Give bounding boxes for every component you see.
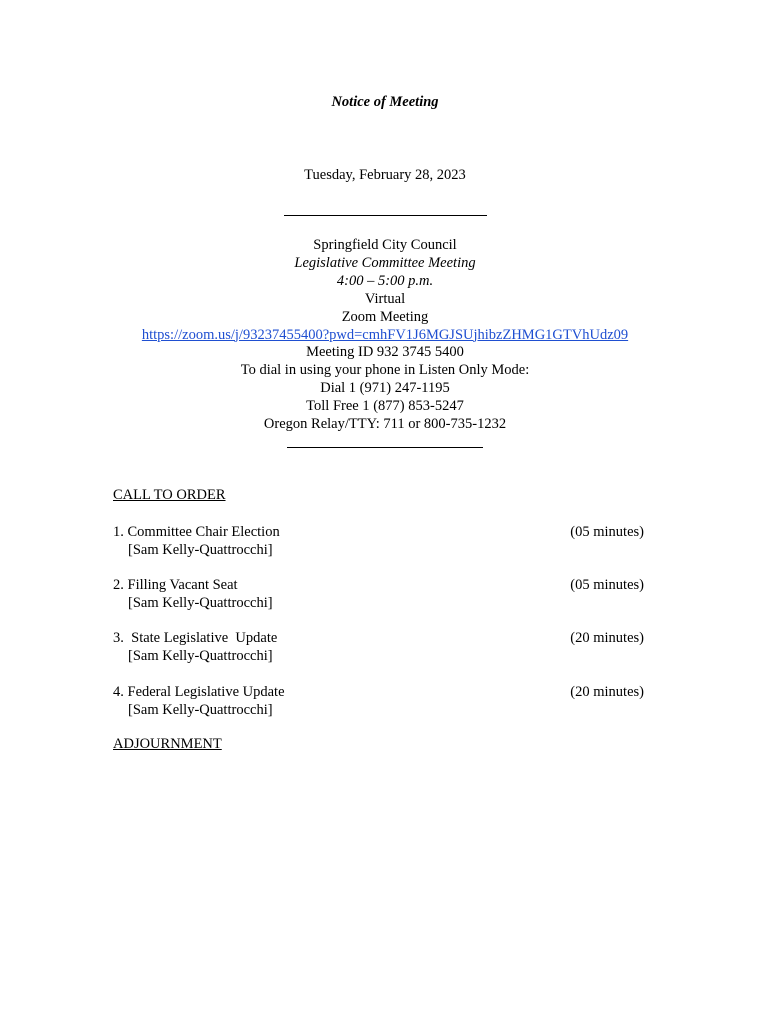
agenda-item [113, 523, 644, 559]
divider-bottom [287, 447, 483, 448]
divider-top [284, 215, 487, 216]
meeting-platform: Zoom Meeting [341, 308, 429, 325]
agenda-item-presenter: [Sam Kelly-Quattrocchi] [128, 702, 273, 718]
meeting-format: Virtual [364, 290, 406, 307]
agenda-item-duration: (05 minutes) [570, 524, 644, 540]
agenda-item-duration: (05 minutes) [570, 577, 644, 593]
agenda-item-title: 3. State Legislative Update [113, 630, 278, 646]
toll-free-number: Toll Free 1 (877) 853-5247 [306, 398, 464, 415]
meeting-date: Tuesday, February 28, 2023 [304, 167, 466, 183]
meeting-info [0, 237, 770, 434]
notice-title: Notice of Meeting [331, 94, 439, 110]
agenda-item-presenter: [Sam Kelly-Quattrocchi] [128, 648, 273, 664]
agenda-item-title: 1. Committee Chair Election [113, 524, 280, 540]
agenda-item [113, 576, 644, 612]
dial-number: Dial 1 (971) 247-1195 [320, 380, 450, 397]
agenda-item [113, 629, 644, 665]
adjournment-heading: ADJOURNMENT [113, 736, 222, 752]
relay-number: Oregon Relay/TTY: 711 or 800-735-1232 [263, 416, 507, 433]
agenda-item-title: 4. Federal Legislative Update [113, 684, 285, 700]
organization-name: Springfield City Council [313, 237, 457, 253]
agenda-item-duration: (20 minutes) [570, 630, 644, 646]
agenda-item-duration: (20 minutes) [570, 684, 644, 700]
meeting-name: Legislative Committee Meeting [294, 254, 476, 271]
agenda-item-presenter: [Sam Kelly-Quattrocchi] [128, 542, 273, 558]
dial-in-instructions: To dial in using your phone in Listen Only Mode: [240, 362, 530, 379]
zoom-meeting-link[interactable]: https://zoom.us/j/93237455400?pwd=cmhFV1J6MGJSUjhibzZHMG1GTVhUdz09 [141, 326, 629, 343]
agenda-item [113, 683, 644, 719]
agenda-item-title: 2. Filling Vacant Seat [113, 577, 238, 593]
call-to-order-heading: CALL TO ORDER [113, 487, 226, 503]
agenda-item-presenter: [Sam Kelly-Quattrocchi] [128, 595, 273, 611]
meeting-id: Meeting ID 932 3745 5400 [306, 344, 464, 361]
meeting-time: 4:00 – 5:00 p.m. [336, 272, 434, 289]
